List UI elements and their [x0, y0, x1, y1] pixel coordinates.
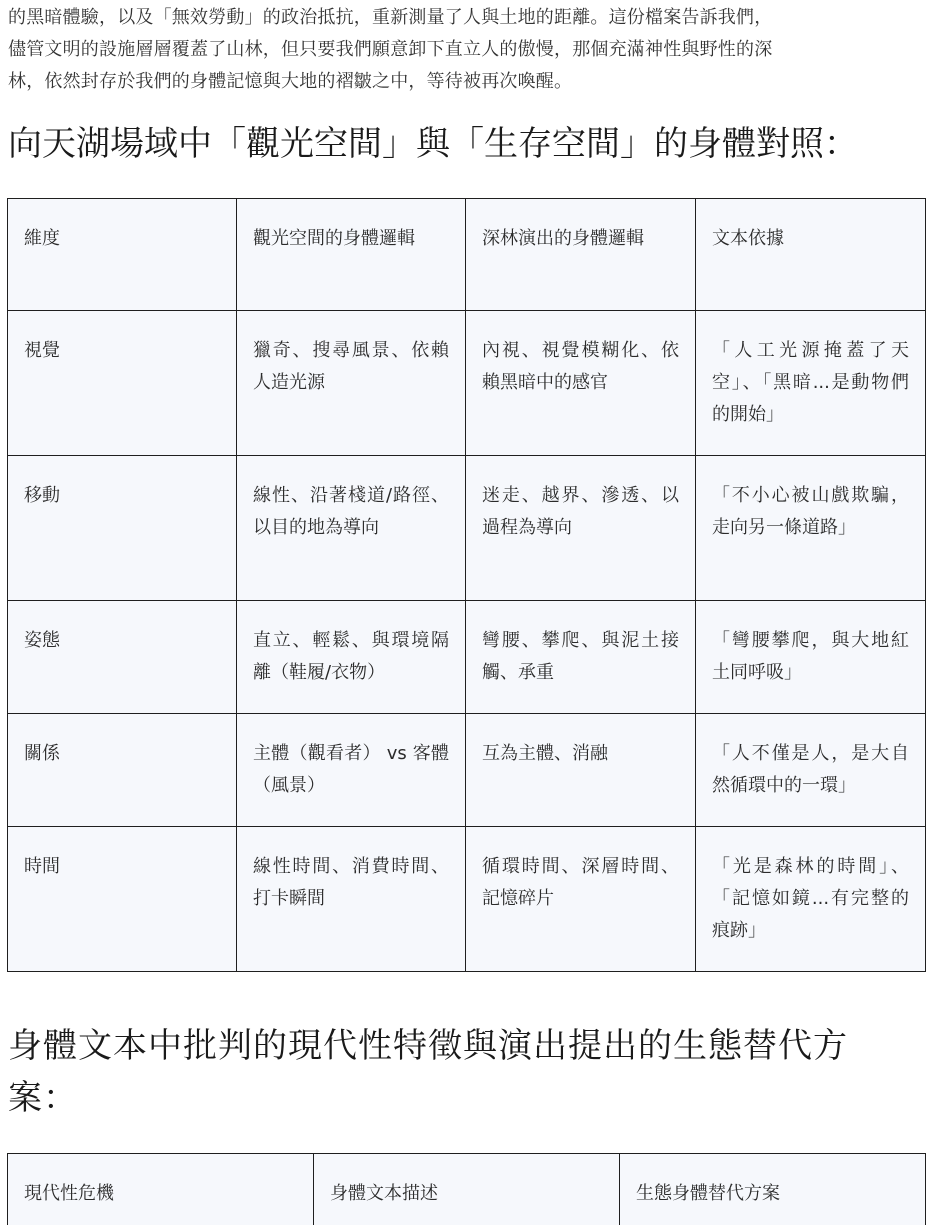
table-cell: 關係	[8, 714, 237, 827]
heading-text: 案：	[8, 1078, 78, 1118]
table-row	[8, 714, 926, 827]
intro-paragraph	[8, 2, 926, 98]
table-header-row	[8, 199, 926, 311]
table-cell: 循環時間、深層時間、記憶碎片	[466, 827, 696, 972]
table-cell: 獵奇、搜尋風景、依賴人造光源	[237, 311, 466, 456]
heading-text: 身體文本中批判的現代性特徵與演出提出的生態替代方	[8, 1026, 848, 1066]
intro-line: 儘管文明的設施層層覆蓋了山林，但只要我們願意卸下直立人的傲慢，那個充滿神性與野性的深	[8, 39, 773, 60]
table-cell: 「人不僅是人，是大自然循環中的一環」	[696, 714, 926, 827]
table-header-cell: 觀光空間的身體邏輯	[237, 199, 466, 311]
table-header-cell: 生態身體替代方案	[620, 1154, 926, 1225]
table-row	[8, 456, 926, 601]
table-cell: 線性時間、消費時間、打卡瞬間	[237, 827, 466, 972]
table-cell: 內視、視覺模糊化、依賴黑暗中的感官	[466, 311, 696, 456]
table-cell: 時間	[8, 827, 237, 972]
table-header-cell: 身體文本描述	[314, 1154, 620, 1225]
table-cell: 姿態	[8, 601, 237, 714]
section-heading-body-comparison	[8, 118, 858, 170]
table-header-cell: 深林演出的身體邏輯	[466, 199, 696, 311]
intro-line: 林，依然封存於我們的身體記憶與大地的褶皺之中，等待被再次喚醒。	[8, 71, 573, 92]
table-cell: 彎腰、攀爬、與泥土接觸、承重	[466, 601, 696, 714]
table-cell: 互為主體、消融	[466, 714, 696, 827]
table-cell: 「彎腰攀爬，與大地紅土同呼吸」	[696, 601, 926, 714]
body-comparison-table	[7, 198, 926, 972]
heading-text: 向天湖場域中「觀光空間」與「生存空間」的身體對照：	[8, 124, 858, 164]
table-header-cell: 文本依據	[696, 199, 926, 311]
table-cell: 直立、輕鬆、與環境隔離（鞋履/衣物）	[237, 601, 466, 714]
table-row	[8, 601, 926, 714]
table-cell: 移動	[8, 456, 237, 601]
table-row	[8, 311, 926, 456]
table-header-cell: 維度	[8, 199, 237, 311]
table-cell: 線性、沿著棧道/路徑、以目的地為導向	[237, 456, 466, 601]
table-cell: 「不小心被山戲欺騙，走向另一條道路」	[696, 456, 926, 601]
section-heading-modernity-critique	[8, 1020, 848, 1124]
table-header-cell: 現代性危機	[8, 1154, 314, 1225]
table-cell: 「人工光源掩蓋了天空」、「黑暗...是動物們的開始」	[696, 311, 926, 456]
modernity-alternatives-table	[7, 1153, 926, 1225]
table-cell: 主體（觀看者） vs 客體（風景）	[237, 714, 466, 827]
table-row	[8, 827, 926, 972]
table-header-row	[8, 1154, 926, 1225]
table-cell: 「光是森林的時間」、「記憶如鏡...有完整的痕跡」	[696, 827, 926, 972]
table-cell: 迷走、越界、滲透、以過程為導向	[466, 456, 696, 601]
intro-line: 的黑暗體驗，以及「無效勞動」的政治抵抗，重新測量了人與土地的距離。這份檔案告訴我們，	[8, 7, 773, 28]
table-cell: 視覺	[8, 311, 237, 456]
